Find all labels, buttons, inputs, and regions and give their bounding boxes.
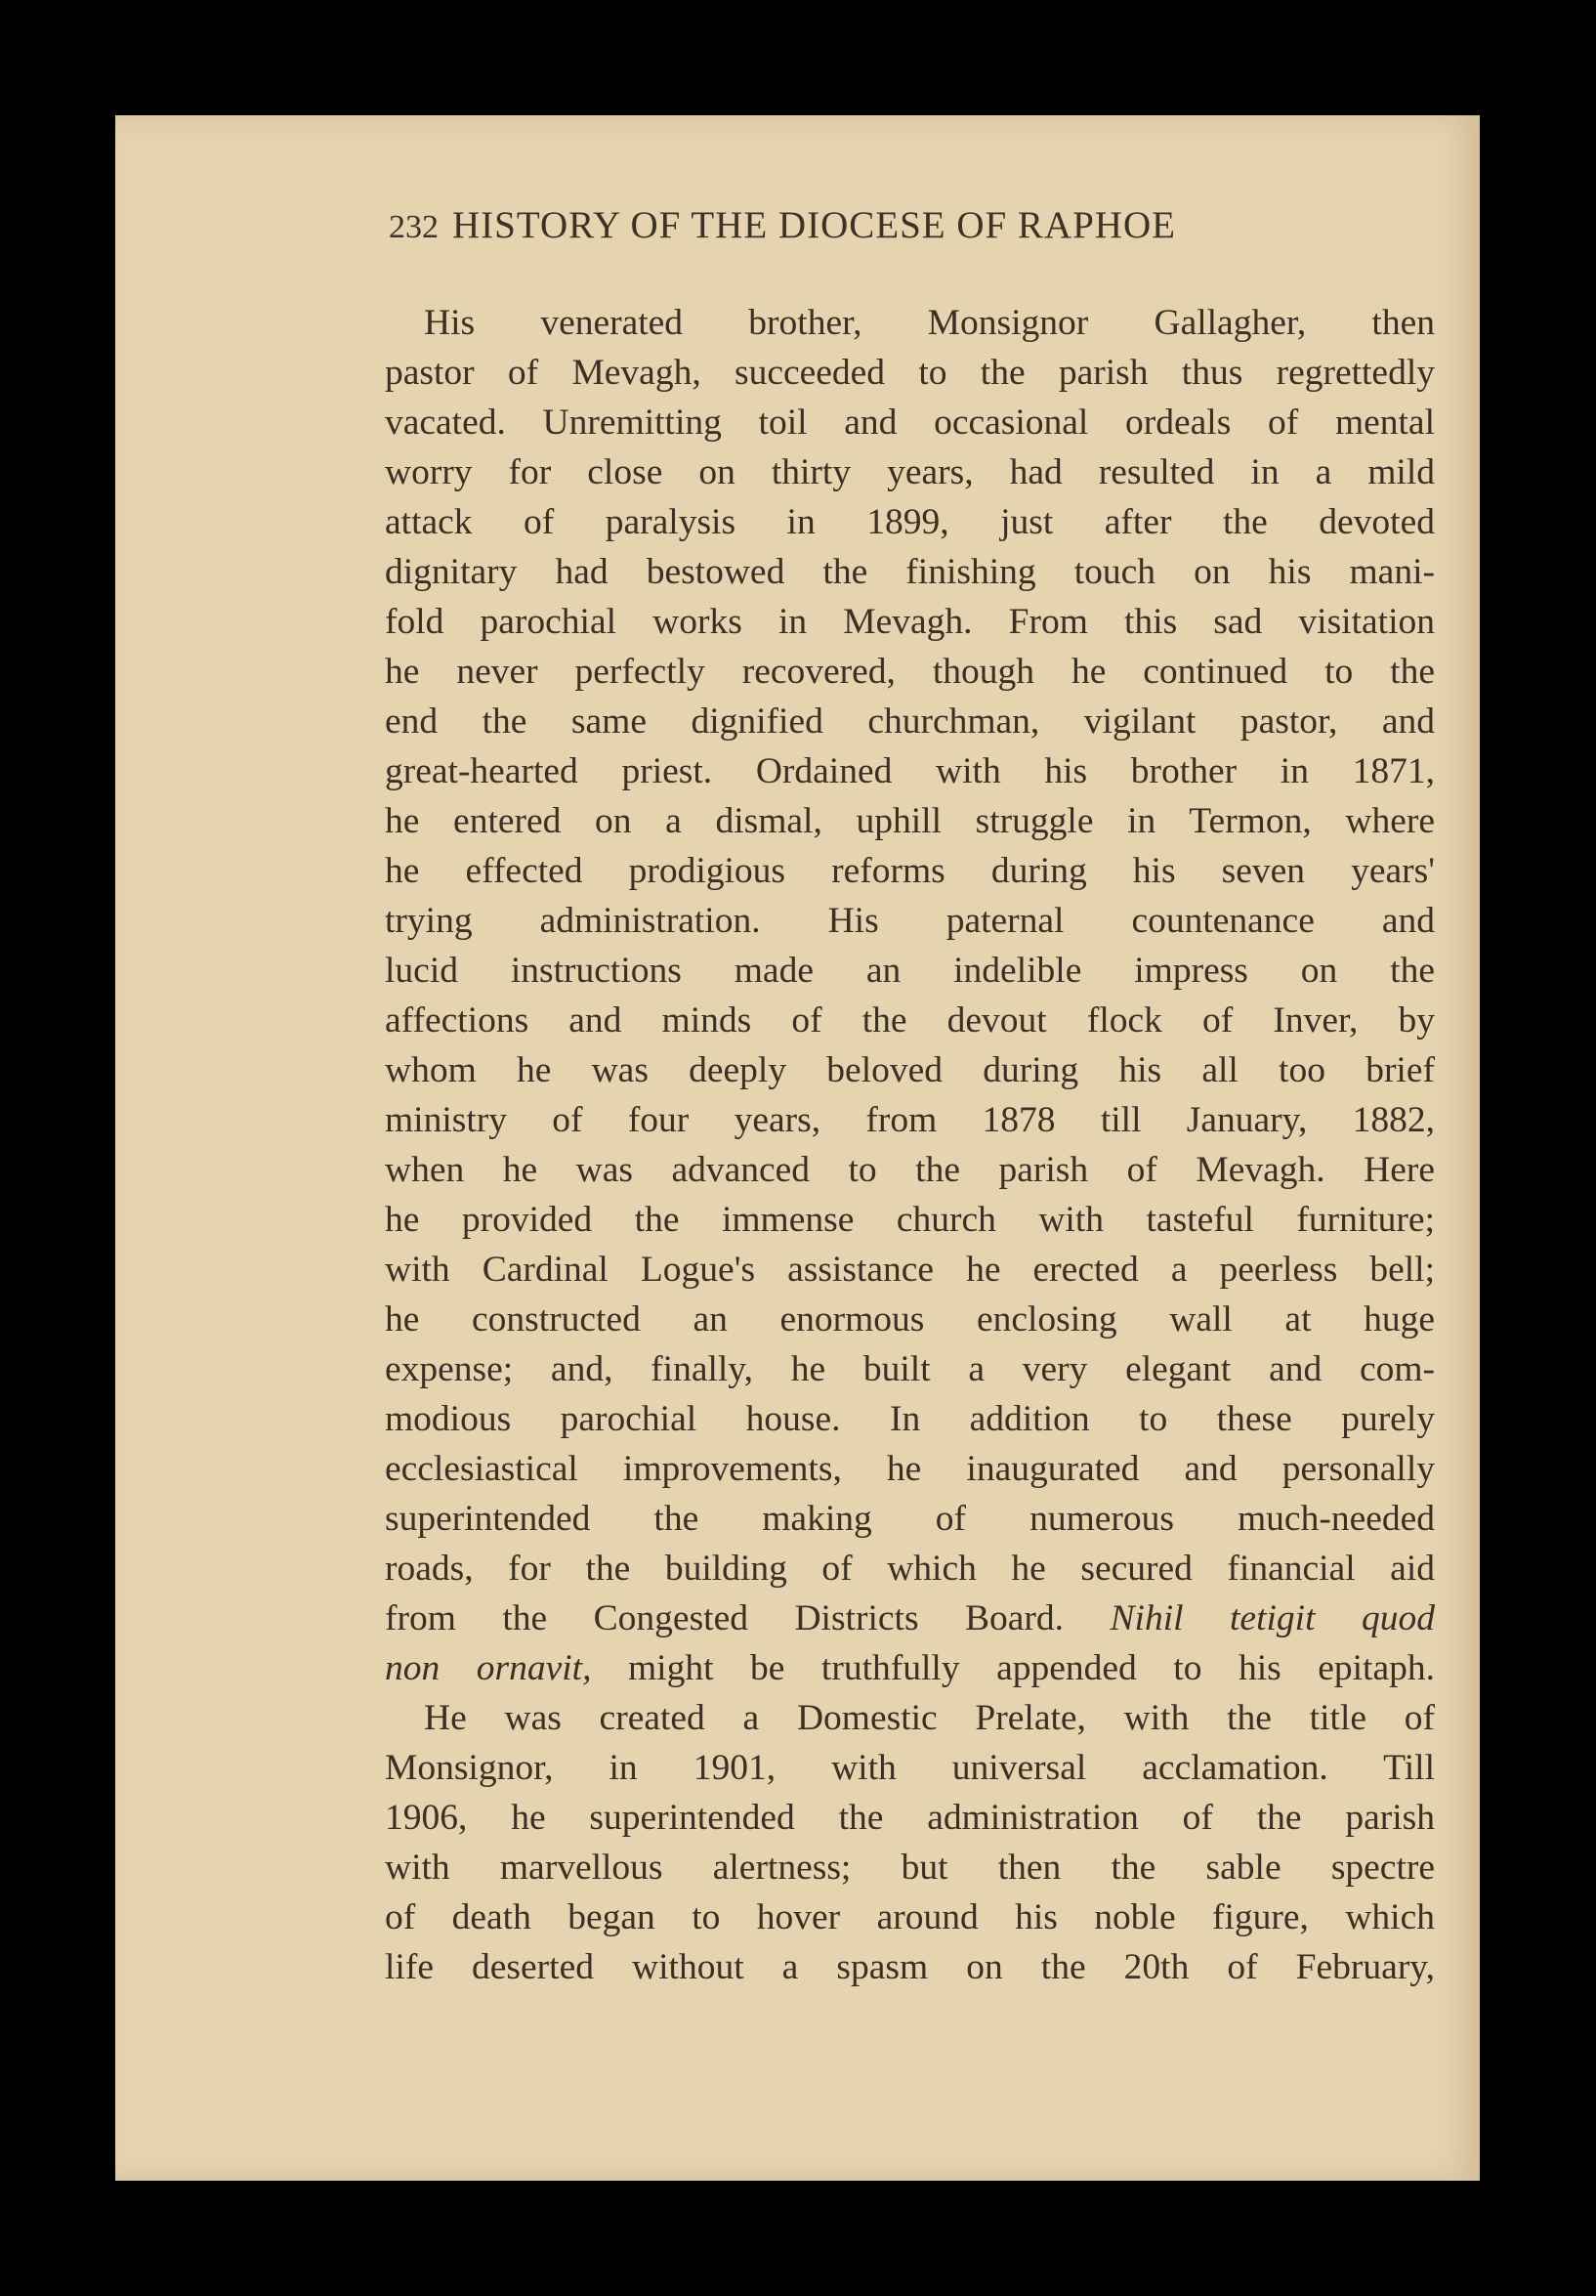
- text-line: superintended the making of numerous much-needed: [385, 1499, 1435, 1539]
- book-page: [115, 115, 1480, 2181]
- text-line: affections and minds of the devout flock of Inver, by: [385, 1000, 1435, 1041]
- text-line: fold parochial works in Mevagh. From this sad visitation: [385, 602, 1435, 642]
- text-line: modious parochial house. In addition to these purely: [385, 1399, 1435, 1439]
- text-line: he effected prodigious reforms during his seven years': [385, 851, 1435, 891]
- text-line: Monsignor, in 1901, with universal acclamation. Till: [385, 1748, 1435, 1788]
- text-line: His venerated brother, Monsignor Gallagher, then: [424, 303, 1435, 343]
- text-line: with marvellous alertness; but then the sable spectre: [385, 1848, 1435, 1888]
- text-line: dignitary had bestowed the finishing touch on his mani-: [385, 552, 1435, 592]
- text-line: expense; and, finally, he built a very elegant and com-: [385, 1349, 1435, 1389]
- text-line: pastor of Mevagh, succeeded to the parish thus regrettedly: [385, 353, 1435, 393]
- latin-phrase: non ornavit,: [385, 1648, 592, 1688]
- text-line: great-hearted priest. Ordained with his brother in 1871,: [385, 751, 1435, 791]
- text-line: 1906, he superintended the administration of the parish: [385, 1798, 1435, 1838]
- text-line: with Cardinal Logue's assistance he erected a peerless bell;: [385, 1250, 1435, 1290]
- text-line: trying administration. His paternal countenance and: [385, 901, 1435, 941]
- text-line: life deserted without a spasm on the 20th of February,: [385, 1947, 1435, 1987]
- text-line: when he was advanced to the parish of Mevagh. Here: [385, 1150, 1435, 1190]
- text-line: ministry of four years, from 1878 till January, 1882,: [385, 1100, 1435, 1140]
- text-line: ecclesiastical improvements, he inaugurated and personally: [385, 1449, 1435, 1489]
- page-number: 232: [389, 209, 439, 245]
- text-line: [385, 1643, 1435, 1693]
- text-line: roads, for the building of which he secured financial aid: [385, 1549, 1435, 1589]
- page-header: [389, 203, 1481, 247]
- running-head: HISTORY OF THE DIOCESE OF RAPHOE: [452, 204, 1176, 246]
- body-text: [385, 298, 1435, 1992]
- text-line: lucid instructions made an indelible impress on the: [385, 951, 1435, 991]
- line-text: from the Congested Districts Board.: [385, 1598, 1111, 1638]
- text-line: vacated. Unremitting toil and occasional ordeals of mental: [385, 403, 1435, 443]
- text-line: he entered on a dismal, uphill struggle in Termon, where: [385, 801, 1435, 841]
- text-line: whom he was deeply beloved during his all too brief: [385, 1050, 1435, 1090]
- text-line: of death began to hover around his noble figure, which: [385, 1897, 1435, 1937]
- text-line: end the same dignified churchman, vigilant pastor, and: [385, 702, 1435, 742]
- text-line: he provided the immense church with tasteful furniture;: [385, 1200, 1435, 1240]
- text-line: worry for close on thirty years, had resulted in a mild: [385, 452, 1435, 492]
- text-line: he never perfectly recovered, though he continued to the: [385, 652, 1435, 692]
- text-line: [385, 1594, 1435, 1643]
- text-line: He was created a Domestic Prelate, with the title of: [424, 1698, 1435, 1738]
- text-line: he constructed an enormous enclosing wall at huge: [385, 1299, 1435, 1339]
- latin-phrase: Nihil tetigit quod: [1110, 1598, 1435, 1638]
- line-text: might be truthfully appended to his epitaph.: [591, 1648, 1435, 1688]
- text-line: attack of paralysis in 1899, just after the devoted: [385, 502, 1435, 542]
